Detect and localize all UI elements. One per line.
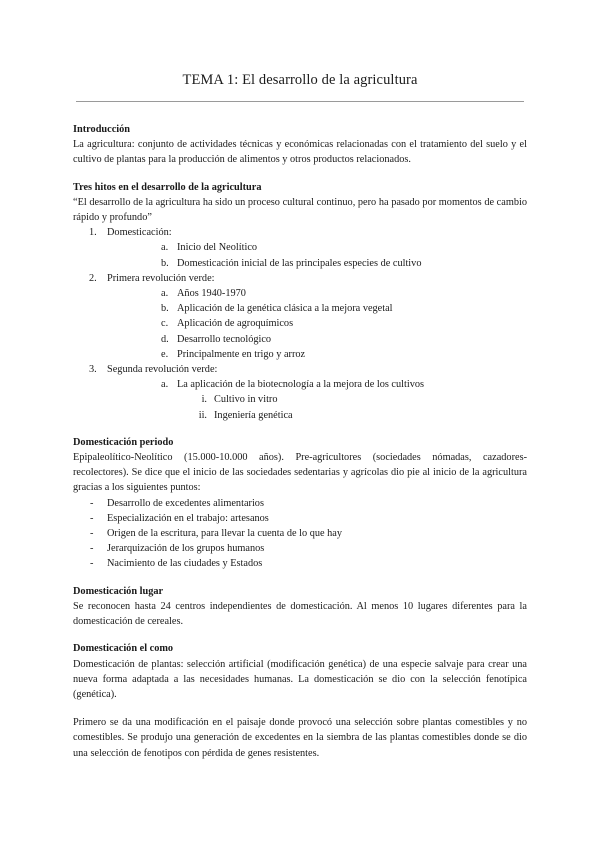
list-number: ii.	[198, 409, 207, 421]
list-item	[107, 256, 527, 271]
list-item	[107, 347, 527, 362]
list-number: 2.	[89, 272, 97, 284]
bullet-list	[73, 496, 527, 572]
document-body	[73, 122, 527, 773]
paragraph: Epipaleolítico-Neolítico (15.000-10.000 años). Pre-agricultores (sociedades nómadas, cazadores-recolectores). Se dice que el inicio de las sociedades sedentarias y agrícolas dio pie al inicio de la agricultura gracias a los siguientes puntos:	[73, 452, 527, 494]
sublist	[107, 240, 527, 270]
paragraph: Domesticación de plantas: selección artificial (modificación genética) de una especie salvaje para crear una nueva forma adaptada a las necesidades humanas. La domesticación se dio con la selección fenotípica (genética).	[73, 658, 527, 700]
list-item: - Desarrollo de excedentes alimentarios	[73, 496, 527, 511]
list-item: - Origen de la escritura, para llevar la cuenta de lo que hay	[73, 526, 527, 541]
list-number: 1.	[89, 227, 97, 239]
list-number: a.	[161, 288, 169, 300]
list-label: Años 1940-1970	[177, 288, 246, 300]
hitos-list	[73, 225, 527, 423]
list-number: a.	[161, 242, 169, 254]
list-label: Segunda revolución verde:	[107, 364, 218, 376]
list-number: 3.	[89, 364, 97, 376]
list-number: b.	[161, 257, 169, 269]
list-label: Cultivo in vitro	[214, 394, 278, 406]
list-label: La aplicación de la biotecnología a la mejora de los cultivos	[177, 379, 425, 391]
list-item	[107, 240, 527, 255]
paragraph: Primero se da una modificación en el paisaje donde provocó una selección sobre plantas comestibles y no comestibles. Se produjo una generación de excedentes en la siembra de las plantas comestibles donde se dio una selección de fenotipos con pérdida de genes resistentes.	[73, 717, 527, 759]
list-item: - Jerarquización de los grupos humanos	[73, 541, 527, 556]
list-label: Inicio del Neolítico	[177, 242, 258, 254]
title-divider	[76, 101, 524, 102]
list-item	[107, 392, 527, 407]
section-domesticacion-como	[73, 641, 527, 760]
list-label: Aplicación de agroquímicos	[177, 318, 294, 330]
list-item: - Nacimiento de las ciudades y Estados	[73, 556, 527, 571]
list-number: e.	[161, 348, 169, 360]
list-number: a.	[161, 379, 169, 391]
list-item	[107, 377, 527, 392]
section-domesticacion-periodo	[73, 435, 527, 572]
list-item	[73, 271, 527, 362]
sublist	[107, 377, 527, 392]
list-label: Domesticación:	[107, 227, 172, 239]
section-heading: Domesticación el como	[73, 643, 174, 655]
list-item	[73, 362, 527, 423]
quote: “El desarrollo de la agricultura ha sido un proceso cultural continuo, pero ha pasado por momentos de cambio rápido y profundo”	[73, 196, 527, 224]
list-number: d.	[161, 333, 169, 345]
list-item	[107, 316, 527, 331]
section-tres-hitos	[73, 180, 527, 423]
list-label: Aplicación de la genética clásica a la mejora vegetal	[177, 303, 393, 315]
section-heading: Domesticación lugar	[73, 585, 164, 597]
list-item	[107, 332, 527, 347]
list-number: c.	[161, 318, 169, 330]
sublist	[107, 286, 527, 362]
paragraph: Se reconocen hasta 24 centros independientes de domesticación. Al menos 10 lugares diferentes para la domesticación de cereales.	[73, 600, 527, 628]
section-domesticacion-lugar	[73, 584, 527, 630]
section-heading: Introducción	[73, 124, 131, 135]
list-label: Desarrollo tecnológico	[177, 333, 272, 345]
list-label: Principalmente en trigo y arroz	[177, 348, 306, 360]
page-title: TEMA 1: El desarrollo de la agricultura	[182, 72, 418, 88]
list-item	[107, 286, 527, 301]
list-item	[107, 408, 527, 423]
list-label: Ingeniería genética	[214, 409, 293, 421]
list-item	[73, 225, 527, 271]
sub-sublist	[107, 392, 527, 422]
section-heading: Domesticación periodo	[73, 436, 174, 448]
paragraph: La agricultura: conjunto de actividades técnicas y económicas relacionadas con el tratamiento del suelo y el cultivo de plantas para la producción de alimentos y otros productos relacionados.	[73, 139, 527, 166]
list-item: - Especialización en el trabajo: artesanos	[73, 511, 527, 526]
list-item	[107, 301, 527, 316]
list-number: b.	[161, 303, 169, 315]
section-introduccion	[73, 122, 527, 168]
list-label: Primera revolución verde:	[107, 272, 215, 284]
section-heading: Tres hitos en el desarrollo de la agricultura	[73, 181, 262, 193]
list-label: Domesticación inicial de las principales especies de cultivo	[177, 257, 422, 269]
list-number: i.	[201, 394, 207, 406]
